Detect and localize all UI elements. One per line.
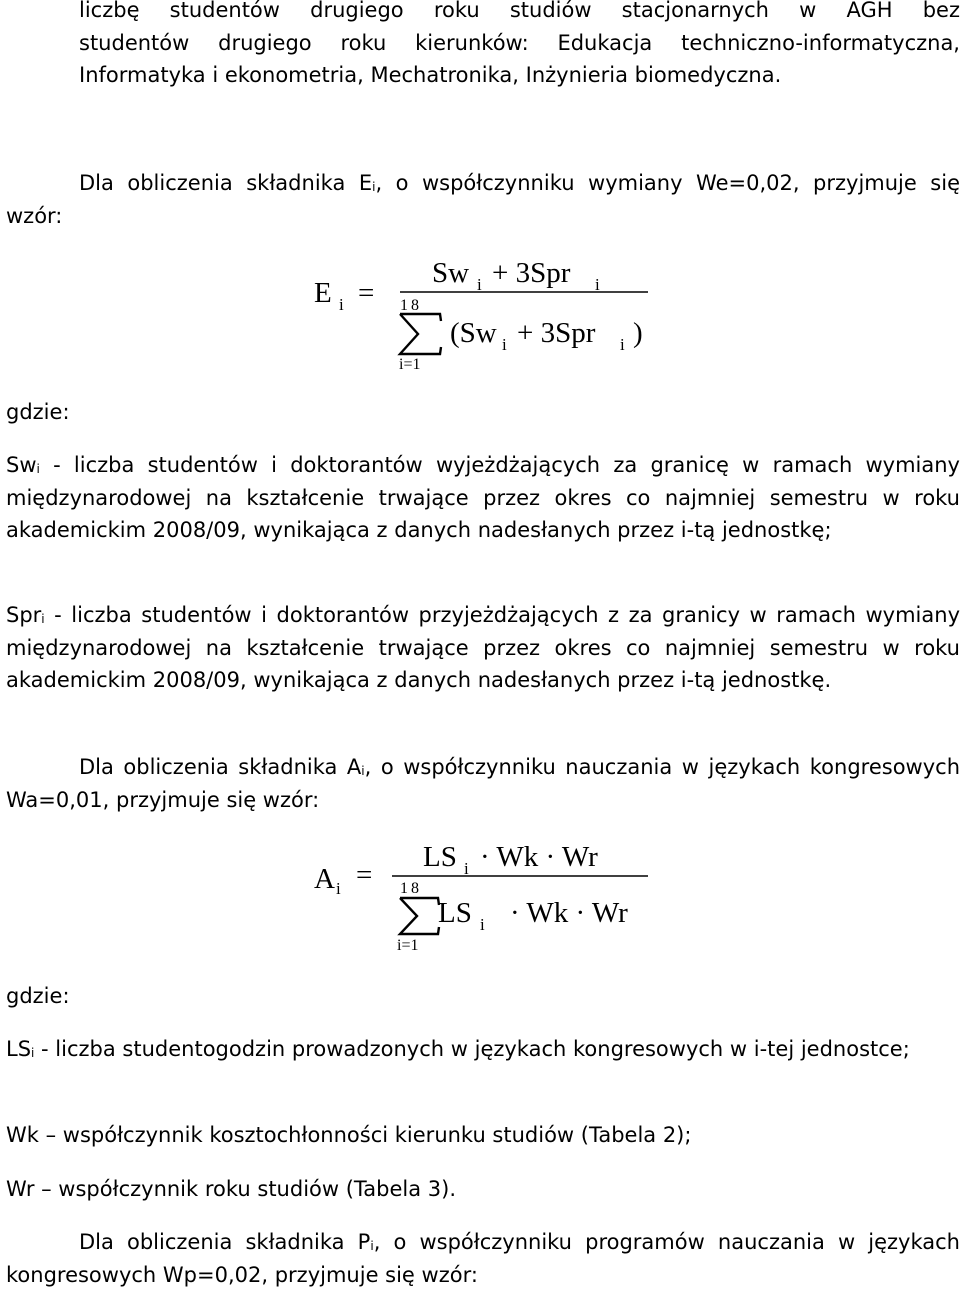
intro-line-3: Informatyka i ekonometria, Mechatronika, Inżynieria biomedyczna. [79,63,782,87]
formula-e [300,250,660,380]
intro-line-2: studentów drugiego roku kierunków: Edukacja techniczno-informatyczna, [79,30,960,55]
para-e-sub: i [372,180,376,194]
def-ls-sub: i [31,1046,35,1060]
intro-line-1: liczbę studentów drugiego roku studiów stacjonarnych w AGH bez [79,0,960,22]
para-a-after: , o współczynniku nauczania w językach kongresowych Wa=0,01, przyjmuje się wzór: [6,755,960,812]
def-sw-sub: i [36,462,40,476]
formula-e-den-open: (Sw [450,317,497,349]
para-a-sub: i [361,764,365,778]
paragraph-a-component [6,751,960,816]
paragraph-e-component [6,167,960,232]
formula-a-num-a: LS [423,841,457,873]
formula-e-den-b-sub: i [620,335,625,354]
paragraph-p-component [6,1226,960,1291]
formula-a-num-rest: · Wk · Wr [480,841,598,873]
formula-e-den-close: ) [633,317,643,349]
formula-e-sum-lower: i=1 [399,356,421,373]
definition-sw [6,449,960,547]
para-p-sub: i [370,1239,374,1253]
def-spr-symbol: Spr [6,603,42,627]
intro-paragraph [6,0,960,92]
formula-a-sum-upper: 18 [400,880,422,897]
formula-a [300,836,660,966]
def-spr-text: - liczba studentów i doktorantów przyjeżdżających z za granicy w ramach wymiany międzynarodowej na kształcenie trwające przez okres co najmniej semestru w roku akademickim 2008/09, wynikająca z danych nadesłanych przez i-tą jednostkę. [6,603,960,692]
formula-e-lhs: E [314,277,332,309]
formula-e-den-a-sub: i [502,335,507,354]
formula-e-lhs-sub: i [339,295,344,314]
definition-spr [6,599,960,697]
definition-wk: Wk – współczynnik kosztochłonności kierunku studiów (Tabela 2); [6,1123,692,1147]
formula-a-den-a-sub: i [480,915,485,934]
formula-a-sigma [400,898,439,934]
formula-a-den-rest: · Wk · Wr [510,897,628,929]
formula-a-lhs-sub: i [336,879,341,898]
def-sw-symbol: Sw [6,453,37,477]
formula-e-num-b-sub: i [595,275,600,294]
para-p-before: Dla obliczenia składnika P [79,1230,371,1254]
formula-e-sum-upper: 18 [400,297,422,314]
para-p-after: , o współczynniku programów nauczania w językach kongresowych Wp=0,02, przyjmuje się wzór: [6,1230,960,1287]
formula-a-equals: = [356,859,373,891]
para-e-after: , o współczynniku wymiany We=0,02, przyjmuje się wzór: [6,171,960,228]
formula-a-lhs: A [314,863,335,895]
definition-wr: Wr – współczynnik roku studiów (Tabela 3). [6,1177,456,1201]
def-spr-sub: i [41,612,45,626]
para-e-before: Dla obliczenia składnika E [79,171,373,195]
def-ls-text: - liczba studentogodzin prowadzonych w językach kongresowych w i-tej jednostce; [34,1037,910,1061]
gdzie-label-2: gdzie: [6,984,70,1008]
gdzie-label-1: gdzie: [6,400,70,424]
formula-e-num-a: Sw [432,257,470,289]
formula-a-sum-lower: i=1 [397,937,419,954]
formula-e-equals: = [358,277,375,309]
formula-e-num-plus: + 3Spr [492,257,571,289]
definition-ls [6,1033,960,1066]
formula-e-sigma [400,314,441,354]
def-ls-symbol: LS [6,1037,32,1061]
formula-e-num-a-sub: i [477,275,482,294]
formula-e-den-plus: + 3Spr [517,317,596,349]
para-a-before: Dla obliczenia składnika A [79,755,362,779]
def-sw-text: - liczba studentów i doktorantów wyjeżdżających za granicę w ramach wymiany międzynarodowej na kształcenie trwające przez okres co najmniej semestru w roku akademickim 2008/09, wynikająca z danych nadesłanych przez i-tą jednostkę; [6,453,960,542]
formula-a-num-a-sub: i [464,859,469,878]
formula-a-den-a: LS [438,897,472,929]
